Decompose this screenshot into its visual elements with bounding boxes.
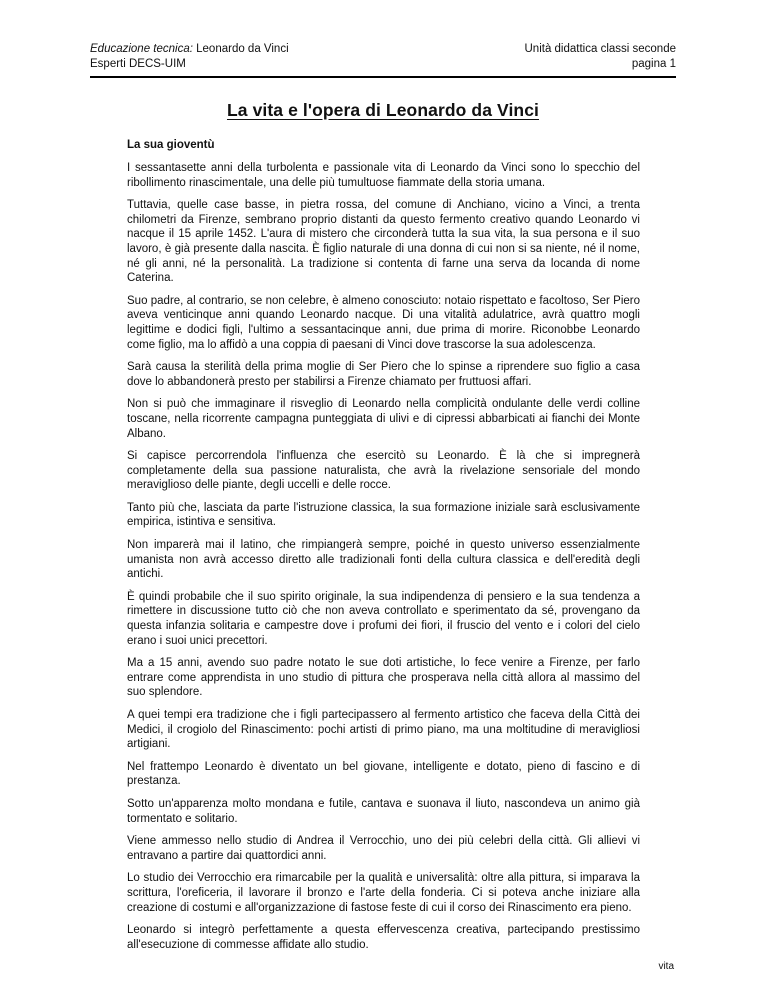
header-course-subject: Leonardo da Vinci bbox=[192, 43, 289, 55]
page-title bbox=[90, 100, 676, 121]
header-page-number: pagina 1 bbox=[631, 58, 676, 70]
page-title-text: La vita e l'opera di Leonardo da Vinci bbox=[226, 100, 540, 120]
section-heading: La sua gioventù bbox=[127, 139, 215, 151]
header-course bbox=[90, 42, 289, 57]
paragraph: Non imparerà mai il latino, che rimpiangerà sempre, poiché in questo universo essenzialmente umanista non avrà accesso diretto alle tradizionali fonti della cultura classica e dell'eredità degli antichi. bbox=[127, 539, 640, 581]
paragraph: Non si può che immaginare il risveglio di Leonardo nella complicità ondulante delle verdi colline toscane, nella ricorrente campagna punteggiata di ulivi e di cipressi abbarbicati ai fianchi dei Monte Albano. bbox=[127, 398, 640, 440]
paragraph: È quindi probabile che il suo spirito originale, la sua indipendenza di pensiero e la sua tendenza a rimettere in discussione tutto ciò che non aveva controllato e sperimentato da sé, provengano da questa infanzia solitaria e campestre dove i profumi dei fiori, il fruscio del vento e i colori del cielo erano i suoi unici precettori. bbox=[127, 590, 640, 647]
paragraph: Suo padre, al contrario, se non celebre, è almeno conosciuto: notaio rispettato e facoltoso, Ser Piero aveva venticinque anni quando Leonardo nacque. Di una vitalità adulatrice, avrà quattro mogli legittime e dodici figli, l'ultimo a sessantacinque anni, due prima di morire. Riconobbe Leonardo come figlio, ma lo affidò a una coppia di paesani di Vinci dove trascorse la sua adolescenza. bbox=[127, 294, 640, 351]
paragraph: Lo studio dei Verrocchio era rimarcabile per la qualità e universalità: oltre alla pittura, si imparava la scrittura, l'oreficeria, il lavorare il bronzo e l'arte della fonderia. Ci si poteva anche iniziare alla creazione di costumi e all'organizzazione di fastose feste di cui il corso dei Rinascimento era pieno. bbox=[127, 872, 640, 914]
paragraph: Si capisce percorrendola l'influenza che esercitò su Leonardo. È là che si impregnerà completamente della sua passione naturalista, che avrà la rivelazione sensoriale del mondo meraviglioso delle piante, degli uccelli e delle rocce. bbox=[127, 450, 640, 492]
header-experts: Esperti DECS-UIM bbox=[90, 58, 186, 70]
paragraph: A quei tempi era tradizione che i figli partecipassero al fermento artistico che faceva della Città dei Medici, il crogiolo del Rinascimento: pochi artisti di primo piano, ma una moltitudine di meravigliosi artigiani. bbox=[127, 709, 640, 751]
paragraph: I sessantasette anni della turbolenta e passionale vita di Leonardo da Vinci sono lo specchio del ribollimento rinascimentale, una delle più tumultuose fiammate della storia umana. bbox=[127, 162, 640, 189]
header-row-top bbox=[90, 42, 676, 57]
document-header bbox=[90, 42, 676, 78]
paragraph: Ma a 15 anni, avendo suo padre notato le sue doti artistiche, lo fece venire a Firenze, per farlo entrare come apprendista in uno studio di pittura che prosperava nella città allora al massimo del suo splendore. bbox=[127, 657, 640, 699]
document-body bbox=[90, 139, 676, 952]
paragraphs-container bbox=[127, 161, 640, 952]
paragraph: Sarà causa la sterilità della prima moglie di Ser Piero che lo spinse a riprendere suo figlio a casa dove lo abbandonerà presto per stabilirsi a Firenze chiamato per fruttuosi affari. bbox=[127, 361, 640, 388]
header-row-bottom bbox=[90, 57, 676, 72]
header-course-label: Educazione tecnica: bbox=[90, 43, 193, 55]
paragraph: Leonardo si integrò perfettamente a questa effervescenza creativa, partecipando prestissimo all'esecuzione di commesse affidate allo studio. bbox=[127, 924, 640, 951]
paragraph: Tanto più che, lasciata da parte l'istruzione classica, la sua formazione iniziale sarà esclusivamente empirica, istintiva e sensitiva. bbox=[127, 501, 640, 529]
paragraph: Tuttavia, quelle case basse, in pietra rossa, del comune di Anchiano, vicino a Vinci, a trenta chilometri da Firenze, sembrano proprio distanti da questo fermento creativo quando Leonardo vi nacque il 15 aprile 1452. L'aura di mistero che circonderà tutta la sua vita, la sua persona e il suo lavoro, è già presente dalla nascita. È figlio naturale di una donna di cui non si sa niente, né il nome, né gli anni, né la personalità. La tradizione si contenta di farne una serva da locanda di nome Caterina. bbox=[127, 199, 640, 285]
paragraph: Viene ammesso nello studio di Andrea il Verrocchio, uno dei più celebri della città. Gli allievi vi entravano a partire dai quattordici anni. bbox=[127, 835, 640, 862]
footer-label: vita bbox=[658, 961, 674, 972]
header-unit: Unità didattica classi seconde bbox=[524, 43, 676, 55]
paragraph: Nel frattempo Leonardo è diventato un bel giovane, intelligente e dotato, pieno di fascino e di prestanza. bbox=[127, 760, 640, 788]
paragraph: Sotto un'apparenza molto mondana e futile, cantava e suonava il liuto, nascondeva un animo già tormentato e solitario. bbox=[127, 797, 640, 825]
